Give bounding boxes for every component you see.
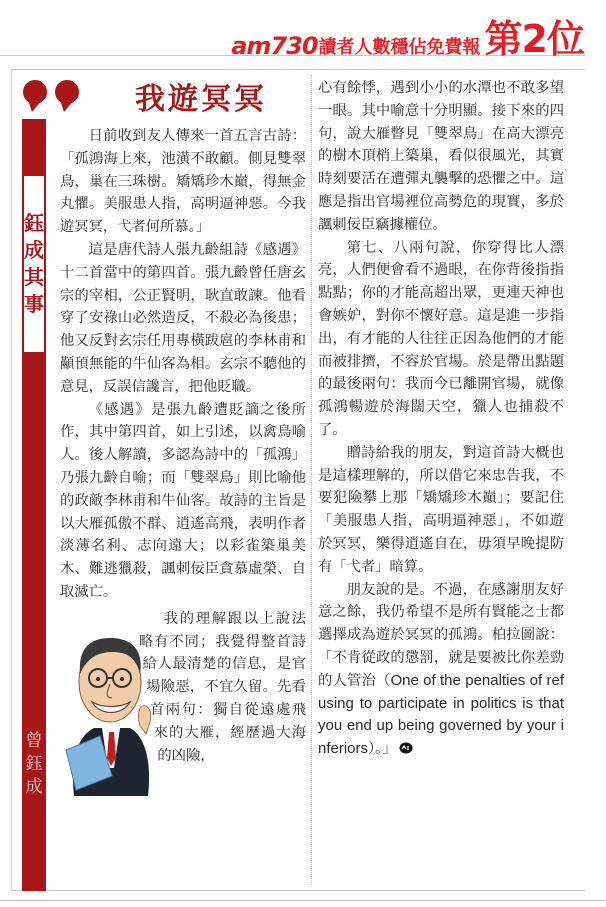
- paragraph-6: 贈詩給我的朋友，對這首詩大概也是這樣理解的，所以借它來忠告我，不要犯險攀上那「矯矯珍木巔」；要記住「美服患人指，高明逼神惡」，不如遊於冥冥，樂得逍遙自在，毋須早晚提防有「弋者」暗算。: [318, 444, 564, 575]
- paragraph-7-text: 朋友說的是。不過，在感謝朋友好意之餘，我仍希望不是所有賢能之士都選擇成為遊於冥冥的孤鴻。柏拉圖說：「不肯從政的懲罰，就是要被比你差勁的人管治（: [318, 581, 564, 689]
- paragraph-5: 第七、八兩句說，你穿得比人漂亮，人們便會看不過眼，在你背後指指點點；你的才能高超出眾，更連天神也會嫉妒，對你不懷好意。這是進一步指出，有才能的人往往正因為他們的才能而被排擠，不容於官場。於是帶出點題的最後兩句：我而今已離開官場，就像孤鴻暢遊於海闊天空，獵人也捕殺不了。: [318, 239, 564, 438]
- column-name-text-glyph: 鈺: [24, 211, 44, 235]
- am730-end-mark-icon: [399, 742, 413, 754]
- paragraph-7: [318, 579, 564, 761]
- paragraph-2: 這是唐代詩人張九齡組詩《感遇》十二首當中的第四首。張九齡曾任唐玄宗的宰相，公正賢明，耿直敢諫。他看穿了安祿山必然造反，不殺必為後患；他又反對玄宗任用專橫跋扈的李林甫和顢頇無能的牛仙客為相。玄宗不聽他的意見，反誤信讒言，把他貶職。: [60, 241, 306, 395]
- article-column-right: [318, 77, 564, 761]
- column-name: [22, 176, 46, 352]
- column-name-text-glyph: 成: [24, 238, 44, 262]
- paragraph-4-continued: 心有餘悸，遇到小小的水潭也不敢多望一眼。其中喻意十分明顯。接下來的四句，說大雁瞥見「雙翠鳥」在高大漂亮的樹木頂梢上築巢，看似很風光，其實時刻要活在遭彈丸襲擊的恐懼之中。這應是指出官場裡位高勢危的現實，多於諷刺佞臣竊據權位。: [318, 80, 564, 233]
- paragraph-1: 日前收到友人傳來一首五言古詩：「孤鴻海上來，池潢不敢顧。側見雙翠鳥，巢在三珠樹。矯矯珍木巔，得無金丸懼。美服患人指，高明逼神惡。今我遊冥冥，弋者何所慕。」: [60, 128, 306, 236]
- masthead-banner: [231, 17, 584, 61]
- column-name-text-glyph: 其: [24, 265, 44, 289]
- double-quote-icon: [20, 79, 90, 113]
- article-column-left: [60, 125, 306, 796]
- column-name-text-glyph: 事: [24, 292, 44, 316]
- column-author-text-glyph: 成: [25, 777, 43, 797]
- rank-badge: 第2位: [484, 17, 584, 61]
- article-title: 我遊冥冥: [135, 82, 267, 117]
- paragraph-7-close: ）。」: [368, 741, 397, 758]
- masthead-tagline: 讀者人數穩佔免費報: [318, 37, 481, 58]
- column-author-text-glyph: 曾: [25, 731, 43, 751]
- paragraph-3: 《感遇》是張九齡遭貶謫之後所作，其中第四首，如上引述，以禽鳥喻人。後人解讀，多認為詩中的「孤鴻」乃張九齡自喻；而「雙翠鳥」則比喻他的政敵李林甫和牛仙客。故詩的主旨是以大雁孤傲不群、逍遙高飛，表明作者淡薄名利、志向遠大；以彩雀築巢美木、難逃獵殺，諷刺佞臣貪慕虛榮、自取滅亡。: [60, 401, 306, 600]
- column-author-text-glyph: 鈺: [25, 754, 43, 774]
- bottom-rule: [0, 900, 606, 901]
- column-author: [22, 730, 46, 799]
- column-divider: [311, 75, 312, 885]
- paragraph-4: 我的理解跟以上說法略有不同；我覺得整首詩給人最清楚的信息，是官場險惡，不宜久留。先看首兩句：獨自從遠處飛來的大雁，經歷過大海的凶險，: [138, 610, 306, 764]
- plato-quote-english: One of the penalties of refusing to participate in politics is that you end up being governed by your inferiors: [318, 671, 564, 758]
- brand-logo: am730: [231, 32, 318, 60]
